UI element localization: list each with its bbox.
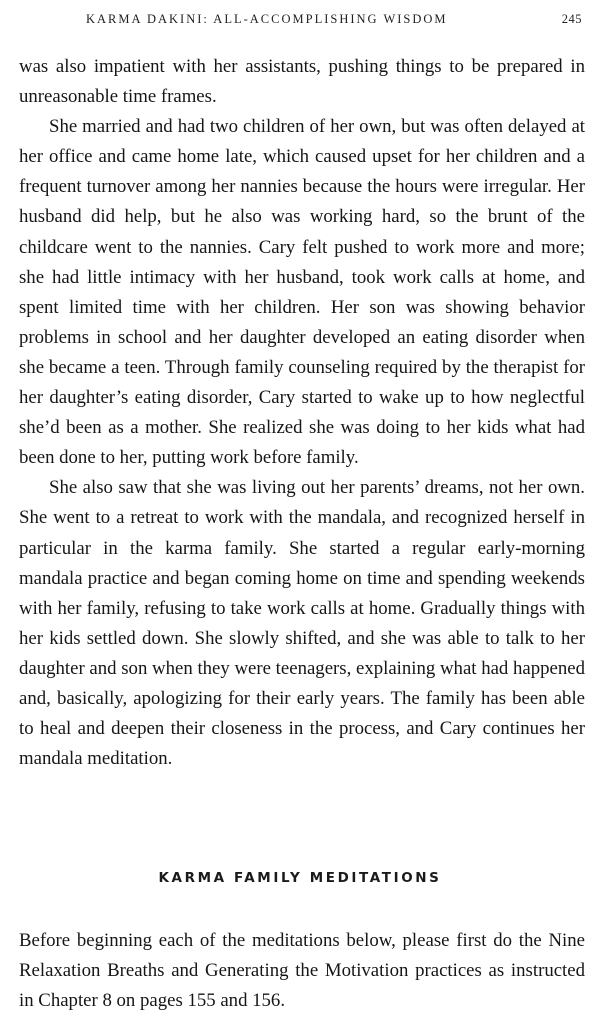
- running-head: [86, 12, 582, 34]
- running-head-title: KARMA DAKINI: ALL-ACCOMPLISHING WISDOM: [86, 12, 448, 26]
- section-intro: [19, 926, 585, 1016]
- body-text: [19, 52, 585, 774]
- paragraph-continuation: was also impatient with her assistants, pushing things to be prepared in unreasonable time frames.: [19, 56, 585, 108]
- page-number: 245: [561, 12, 582, 26]
- section-heading: KARMA FAMILY MEDITATIONS: [158, 870, 442, 886]
- section-intro-paragraph: Before beginning each of the meditations below, please first do the Nine Relaxation Breaths and Generating the Motivation practices as instructed in Chapter 8 on pages 155 and 156.: [19, 930, 585, 1012]
- paragraph-marriage: She married and had two children of her own, but was often delayed at her office and came home late, which caused upset for her children and a frequent turnover among her nannies because the hours were irregular. Her husband did help, but he also was working hard, so the brunt of the childcare went to the nannies. Cary felt pushed to work more and more; she had little intimacy with her husband, took work calls at home, and spent limited time with her children. Her son was showing behavior problems in school and her daughter developed an eating disorder when she became a teen. Through family counseling required by the therapist for her daughter’s eating disorder, Cary started to wake up to how neglectful she’d been as a mother. She realized she was doing to her kids what had been done to her, putting work before family.: [19, 116, 585, 469]
- paragraph-retreat: She also saw that she was living out her parents’ dreams, not her own. She went to a retreat to work with the mandala, and recognized herself in particular in the karma family. She started a regular early-morning mandala practice and began coming home on time and spending weekends with her family, refusing to take work calls at home. Gradually things with her kids settled down. She slowly shifted, and she was able to talk to her daughter and son when they were teenagers, explaining what had happened and, basically, apologizing for their early years. The family has been able to heal and deepen their closeness in the process, and Cary continues her mandala meditation.: [19, 477, 585, 770]
